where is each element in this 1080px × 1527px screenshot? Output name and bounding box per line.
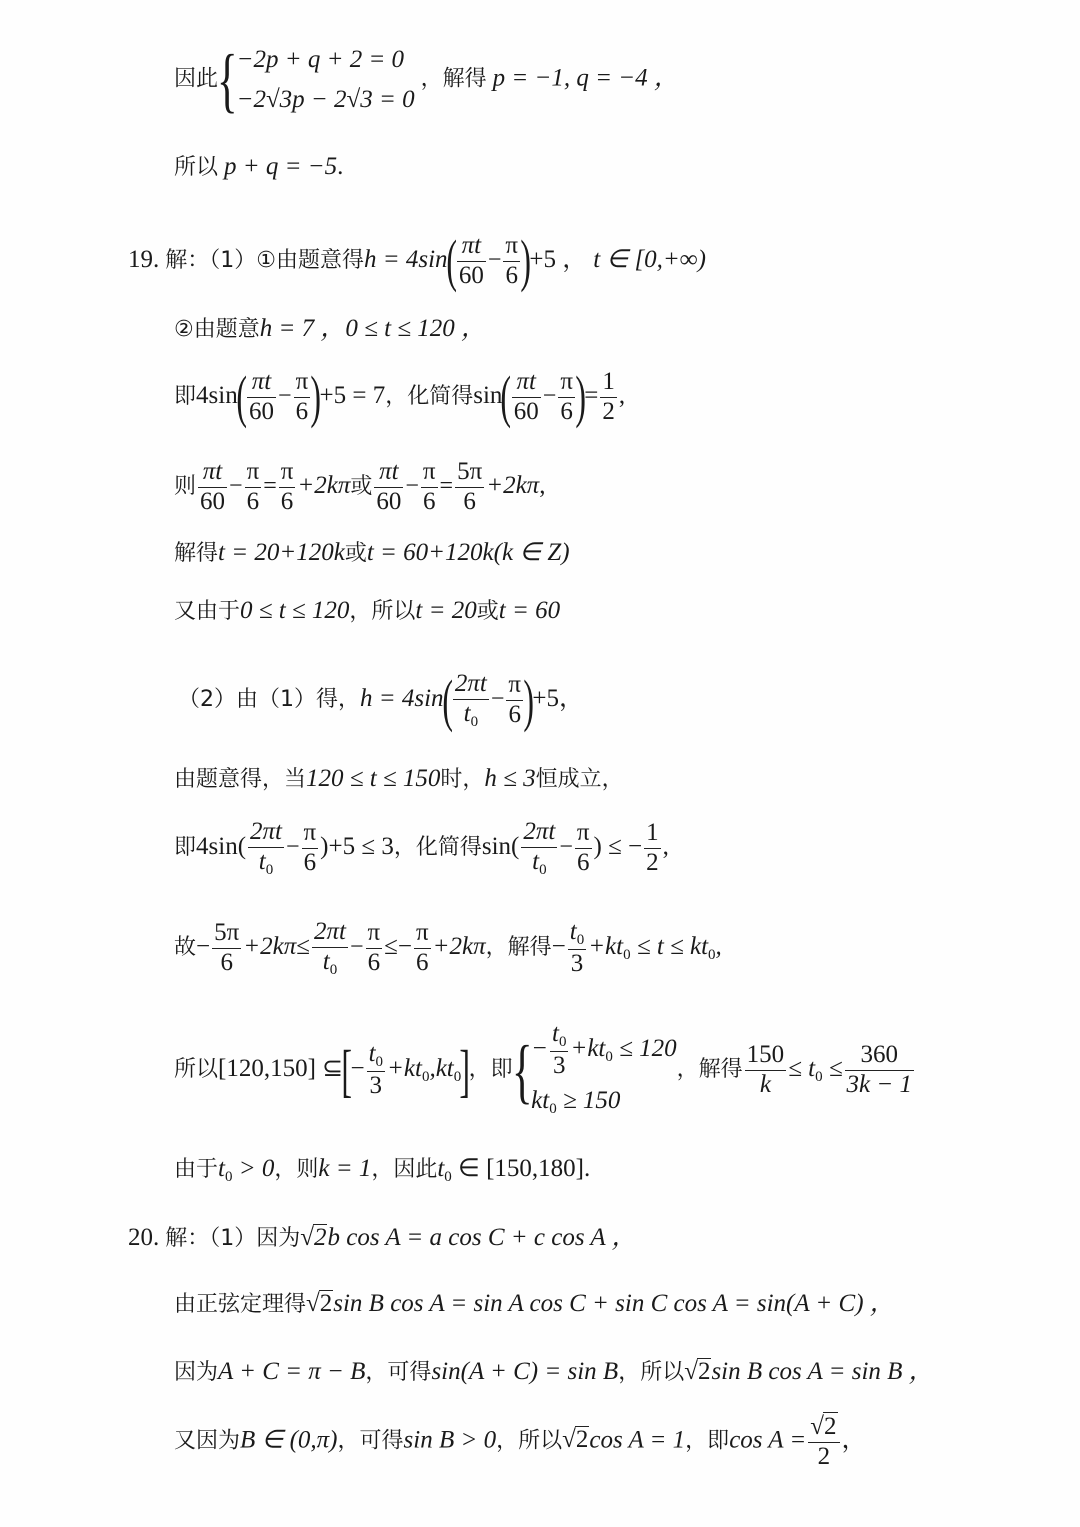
frac-den: 6: [576, 849, 590, 876]
fraction-pit-60: [247, 368, 276, 427]
part2-label: （2）由（1）得，: [178, 687, 360, 713]
frac-den: 2: [817, 1442, 831, 1470]
frac-den: 6: [303, 849, 317, 876]
frac-den: 6: [280, 487, 294, 515]
frac-den: 3: [369, 1072, 383, 1100]
le-three: )+5 ≤ 3: [320, 833, 394, 861]
frac-num: 2πt: [248, 818, 284, 848]
q19-ineq-line: 即4sin( $\frac{2\pi t}{t_0}$ − $\frac{\pi}{6}$ )+5 ≤ 3，化简得sin( $\frac{2\pi t}{t_0}$ − $\frac{\pi}{6}$ ) ≤ − $\frac{1}{2}$ ,: [174, 818, 669, 878]
frac-den: $t_0$: [258, 847, 274, 878]
plus-five: +5 ，: [529, 245, 588, 273]
t0-symbol: t: [322, 947, 330, 975]
frac-num: π: [558, 368, 575, 398]
domain-t: t ∈ [0,+∞): [593, 245, 706, 273]
plus-five: +5，: [532, 685, 584, 713]
t-range: 0 ≤ t ≤ 120: [240, 597, 350, 624]
fraction-pi-6: [294, 368, 311, 427]
frac-num: π: [421, 458, 438, 488]
frac-den: 2: [646, 849, 659, 876]
plus-2kpi: +2kπ: [243, 933, 297, 961]
you-text: 又由于: [174, 599, 241, 624]
huo-text: 或: [344, 541, 367, 566]
huo-text: 或: [476, 599, 499, 624]
solution-2: t = 60+120k: [366, 539, 494, 566]
fraction-sqrt2-2: [808, 1412, 839, 1472]
interval-subset: [120,150] ⊆: [218, 1055, 344, 1083]
ze-text: 则: [174, 473, 197, 499]
yinci-text: ，因此: [371, 1157, 438, 1182]
gu-text: 故: [174, 935, 197, 961]
frac-den: 3k − 1: [846, 1071, 913, 1098]
frac-num: π: [575, 819, 592, 849]
suoyi-text: ，所以: [496, 1428, 563, 1454]
frac-num: 360: [845, 1041, 914, 1071]
q20-intro: 解：（1）因为: [165, 1226, 301, 1251]
paren-right: ): [520, 228, 532, 294]
jiede-text: 解得: [174, 541, 219, 566]
fraction-pi-6: [245, 458, 262, 517]
t0-symbol: t: [437, 1155, 445, 1182]
jiede-text: ，解得: [676, 1057, 743, 1083]
k-equals-1: k = 1: [318, 1155, 372, 1182]
a-plus-c: A + C = π − B: [218, 1358, 366, 1385]
suoyi-text: 所以: [174, 1057, 219, 1083]
frac-den: $t_0$: [463, 699, 479, 730]
frac-num: π: [414, 919, 431, 949]
cond-range: 120 ≤ t ≤ 150: [306, 765, 441, 792]
t0-symbol: t: [569, 918, 577, 945]
h-equation: h = 4sin: [363, 245, 448, 273]
system-eq-2: −2√3p − 2√3 = 0: [236, 86, 415, 113]
sqrt-radicand: 2: [697, 1358, 711, 1385]
frac-num: 2πt: [312, 918, 348, 948]
fraction-2pit-t0: [248, 818, 284, 879]
solution-pq: p = −1, q = −4 ，: [492, 64, 679, 92]
question-number-20: 20.: [128, 1224, 160, 1251]
suoyi-text: ，所以: [618, 1360, 685, 1385]
cond-shi: 时，: [440, 767, 485, 792]
q19-intro: 解：（1）①由题意得: [165, 247, 364, 273]
paren-left: (: [236, 364, 247, 430]
frac-num: πt: [247, 368, 276, 398]
sin-text: sin(: [481, 833, 520, 861]
ge-150: ≥ 150: [562, 1087, 621, 1114]
frac-den: $t_0$: [322, 947, 338, 978]
q19-part2-line: （2）由（1）得，h = 4sin( $\frac{2\pi t}{t_0}$ − $\frac{\pi}{6}$ )+5，: [178, 667, 584, 733]
fraction-pi-6: [414, 919, 431, 978]
frac-den: 60: [513, 397, 539, 425]
ji-text: ，即: [685, 1428, 730, 1454]
frac-num: π: [503, 232, 520, 262]
cond-pre: 由题意得，当: [174, 767, 307, 792]
sum-line: [174, 154, 343, 179]
frac-num: 1: [644, 819, 661, 849]
frac-den: $t_0$: [532, 847, 547, 878]
fraction-2pit-t0: [453, 670, 489, 731]
fraction-150-k: [745, 1041, 787, 1100]
frac-num: 2πt: [521, 818, 557, 848]
t0-symbol: t: [552, 1020, 559, 1047]
frac-num: πt: [457, 232, 486, 262]
q19-condition-line: [174, 766, 624, 791]
frac-den: 6: [367, 949, 381, 976]
q20-line-3: 因为A + C = π − B，可得sin(A + C) = sin B，所以√2sin B cos A = sin B ，: [174, 1358, 934, 1385]
yinci-text: 因此: [174, 66, 219, 92]
frac-den: 6: [220, 949, 233, 976]
suoyi-text: ，所以: [349, 599, 416, 624]
frac-num: πt: [374, 458, 403, 488]
system-ineq-1: − $\frac{t_0}{3}$ $+kt_0 \le 120$: [531, 1020, 677, 1080]
huajian-text: ，化简得: [385, 383, 474, 409]
q19-solve-line: [174, 540, 570, 565]
le-sign: ≤: [384, 933, 398, 961]
frac-num: πt: [198, 458, 227, 488]
fraction-half: [600, 368, 617, 427]
fraction-5pi-6: [455, 458, 484, 517]
final-t-20: t = 20: [415, 597, 477, 624]
le-minus: ) ≤ −: [593, 833, 643, 861]
four-sin: 4sin: [196, 381, 238, 409]
q19-ze-line: 则 $\frac{\pi t}{60}$ − $\frac{\pi}{6}$ = $\frac{\pi}{6}$ +2kπ或 $\frac{\pi t}{60}$ − $\frac{\pi}{6}$ = $\frac{5\pi}{6}$ +2kπ,: [174, 458, 546, 515]
fraction-half: [644, 819, 661, 878]
equation-system: [237, 40, 415, 120]
left-brace: {: [216, 40, 238, 120]
fraction-5pi-6: [212, 919, 241, 978]
youyinwei-text: 又因为: [174, 1428, 241, 1454]
frac-den: 60: [249, 397, 275, 425]
final-t-60: t = 60: [498, 597, 561, 624]
fraction-2pit-t0: [521, 818, 557, 879]
question-number-19: 19.: [128, 245, 160, 273]
gt-zero: > 0: [238, 1155, 275, 1182]
frac-den: 6: [560, 397, 573, 425]
jiede-text: ，解得: [485, 935, 552, 961]
q19-step2: [174, 316, 486, 341]
frac-num: 5π: [212, 919, 241, 949]
paren-left: (: [441, 667, 453, 733]
fraction-pi-6: [506, 671, 523, 730]
inequality-system: [531, 1020, 676, 1121]
fraction-pit-60: [457, 232, 486, 291]
eq-seven: +5 = 7: [319, 381, 386, 409]
t0-symbol: t: [463, 699, 471, 727]
frac-den: 2: [602, 397, 615, 425]
q20-line-2: 由正弦定理得√2sin B cos A = sin A cos C + sin C cos A = sin(A + C) ，: [174, 1290, 895, 1317]
q19-subset-line: 所以[120,150] ⊆[− $\frac{t_0}{3}$ $+kt_0,kt_0$]，即{ − $\frac{t_0}{3}$ $+kt_0 \le 120$ $kt_0 \ge 150$ ，解得 $\frac{150}{k}$ ≤ $t_0$ ≤ $\frac{360}{3k - 1}$: [174, 1020, 916, 1121]
sum-equation: p + q = −5: [224, 153, 338, 180]
fraction-pi-6: [558, 368, 575, 427]
frac-den: 6: [246, 487, 260, 515]
final-interval: ∈ [150,180].: [458, 1155, 591, 1182]
frac-num: π: [279, 458, 296, 488]
frac-den: k: [759, 1071, 771, 1098]
frac-num: $t_0$: [550, 1020, 568, 1052]
frac-num: $t_0$: [367, 1040, 385, 1072]
fraction-t0-3: [367, 1040, 385, 1101]
frac-den: 6: [508, 701, 521, 728]
step2-condition: h = 7 ，0 ≤ t ≤ 120 ，: [259, 315, 486, 342]
sqrt-radicand: 2: [313, 1224, 327, 1251]
huo-text: 或: [350, 473, 373, 499]
le-120: ≤ 120: [619, 1035, 677, 1063]
yinwei-text: 因为: [174, 1360, 219, 1385]
kt0-term: +kt: [570, 1035, 606, 1063]
frac-num: π: [294, 368, 311, 398]
frac-den: 6: [416, 949, 429, 976]
q19-final-line: [174, 598, 560, 623]
frac-num: π: [302, 819, 319, 849]
fraction-pit-60: [374, 458, 403, 517]
frac-num: 2πt: [453, 670, 489, 700]
frac-num: 150: [745, 1041, 787, 1071]
sin-b-positive: sin B > 0: [403, 1426, 497, 1454]
b-range: B ∈ (0,π): [240, 1426, 338, 1454]
plus-2kpi: +2kπ: [297, 471, 351, 499]
huajian-text: ，化简得: [393, 835, 482, 861]
q19-conclusion-line: 由于$t_0 > 0$，则k = 1，因此$t_0$ ∈ [150,180].: [174, 1155, 591, 1185]
frac-num: πt: [512, 368, 541, 398]
fraction-pi-6: [503, 232, 520, 291]
paren-right: ): [523, 667, 535, 733]
t-range-term: ≤ t ≤ kt: [636, 933, 709, 961]
cond-post: 恒成立，: [535, 767, 624, 792]
frac-num: π: [245, 458, 262, 488]
fraction-pit-60: [198, 458, 227, 517]
kede-text: ，可得: [337, 1428, 404, 1454]
plus-2kpi: +2kπ: [486, 471, 540, 499]
ji-text: 即: [174, 383, 197, 409]
ze-text: ，则: [274, 1157, 319, 1182]
solution-1: t = 20+120k: [218, 539, 345, 566]
frac-num: 5π: [455, 458, 484, 488]
fraction-t0-3: [568, 918, 586, 979]
paren-right: ): [310, 364, 322, 430]
fraction-t0-3: [550, 1020, 568, 1081]
k-in-z: (k ∈ Z): [493, 539, 570, 566]
h-equation: h = 4sin: [360, 685, 444, 713]
jiede-text: ，解得: [420, 66, 487, 92]
paren-left: (: [445, 228, 457, 294]
sqrt-radicand: 2: [824, 1413, 837, 1440]
sin-a-plus-c: sin(A + C) = sin B: [431, 1358, 619, 1385]
paren-right: ): [575, 364, 586, 430]
frac-num: π: [366, 919, 383, 949]
frac-den: 60: [458, 261, 484, 289]
kede-text: ，可得: [365, 1360, 432, 1385]
ji-text: ，即: [468, 1057, 513, 1083]
t0-symbol: t: [218, 1155, 225, 1182]
step2-label: ②由题意: [174, 317, 260, 342]
frac-den: 3: [570, 950, 584, 978]
fraction-pi-6: [302, 819, 319, 878]
frac-num: $t_0$: [568, 918, 586, 950]
t0-symbol: t: [368, 1040, 376, 1067]
fraction-2pit-t0: [312, 918, 348, 979]
paren-left: (: [500, 364, 512, 430]
suoyi-text: 所以: [174, 155, 219, 180]
yuyu-text: 由于: [174, 1157, 219, 1182]
kt0-term: +kt: [588, 933, 624, 961]
q20-eq-3: sin B cos A = sin B ，: [711, 1358, 934, 1385]
frac-den: 6: [505, 261, 518, 289]
sine-rule-text: 由正弦定理得: [174, 1292, 307, 1317]
four-sin: 4sin(: [196, 833, 247, 861]
ji-text: 即: [174, 835, 197, 861]
fraction-pi-6: [279, 458, 296, 517]
left-brace: {: [511, 1030, 533, 1111]
fraction-pit-60: [512, 368, 541, 427]
bracket-right: ]: [459, 1037, 471, 1103]
system-line: [174, 40, 679, 120]
q19-line-1: 19. 解：（1）①由题意得h = 4sin( $\frac{\pi t}{60}$ − $\frac{\pi}{6}$ )+5 ， t ∈ [0,+∞): [128, 228, 706, 294]
frac-den: 60: [376, 487, 402, 515]
system-eq-1: −2p + q + 2 = 0: [236, 46, 405, 73]
t0-symbol: t: [532, 847, 540, 875]
fraction-pi-6: [575, 819, 592, 878]
frac-num: √2: [808, 1412, 839, 1443]
plus-2kpi: +2kπ: [432, 933, 486, 961]
frac-num: π: [506, 671, 523, 701]
frac-den: 6: [295, 397, 309, 425]
system-ineq-2: $kt_0 \ge 150$: [531, 1087, 621, 1117]
le-sign: ≤: [296, 933, 310, 961]
q20-given: b cos A = a cos C + c cos A ，: [327, 1224, 637, 1251]
frac-num: 1: [600, 368, 617, 398]
q20-sine-rule-eq: sin B cos A = sin A cos C + sin C cos A = sin(A + C) ，: [333, 1290, 895, 1317]
sqrt-radicand: 2: [575, 1426, 589, 1454]
sqrt-radicand: 2: [319, 1290, 333, 1317]
q19-gu-line: 故− $\frac{5\pi}{6}$ +2kπ≤ $\frac{2\pi t}{t_0}$ − $\frac{\pi}{6}$ ≤− $\frac{\pi}{6}$ +2kπ，解得− $\frac{t_0}{3}$ $+kt_0 \le t \le kt_0$,: [174, 918, 722, 978]
kt0-term: kt: [531, 1087, 550, 1114]
frac-den: 3: [552, 1052, 566, 1080]
bracket-left: [: [341, 1037, 353, 1103]
fraction-pi-6: [421, 458, 438, 517]
kt0-term: +kt: [387, 1055, 422, 1083]
cond-h: h ≤ 3: [484, 765, 536, 792]
q20-line-4: 又因为B ∈ (0,π)，可得sin B > 0，所以√2cos A = 1，即cos A = $\frac{√2}{2}$ ，: [174, 1413, 867, 1470]
cos-a-eq: cos A =: [729, 1426, 807, 1454]
frac-den: 6: [463, 487, 476, 515]
frac-den: 60: [200, 487, 226, 515]
frac-den: 6: [422, 487, 436, 515]
sin-text: sin: [473, 381, 503, 409]
fraction-pi-6: [366, 919, 383, 978]
period: .: [337, 153, 344, 180]
q19-simplify-line: 即4sin( $\frac{\pi t}{60}$ − $\frac{\pi}{6}$ )+5 = 7，化简得sin( $\frac{\pi t}{60}$ − $\frac{\pi}{6}$ )= $\frac{1}{2}$ ,: [174, 364, 626, 430]
comma: ，: [841, 1426, 867, 1454]
q20-line-1: 20. 解：（1）因为√2b cos A = a cos C + c cos A ，: [128, 1224, 637, 1251]
cos-a-eq-1: cos A = 1: [589, 1426, 686, 1454]
fraction-360-3k1: [845, 1041, 914, 1100]
t0-symbol: t: [258, 847, 266, 875]
